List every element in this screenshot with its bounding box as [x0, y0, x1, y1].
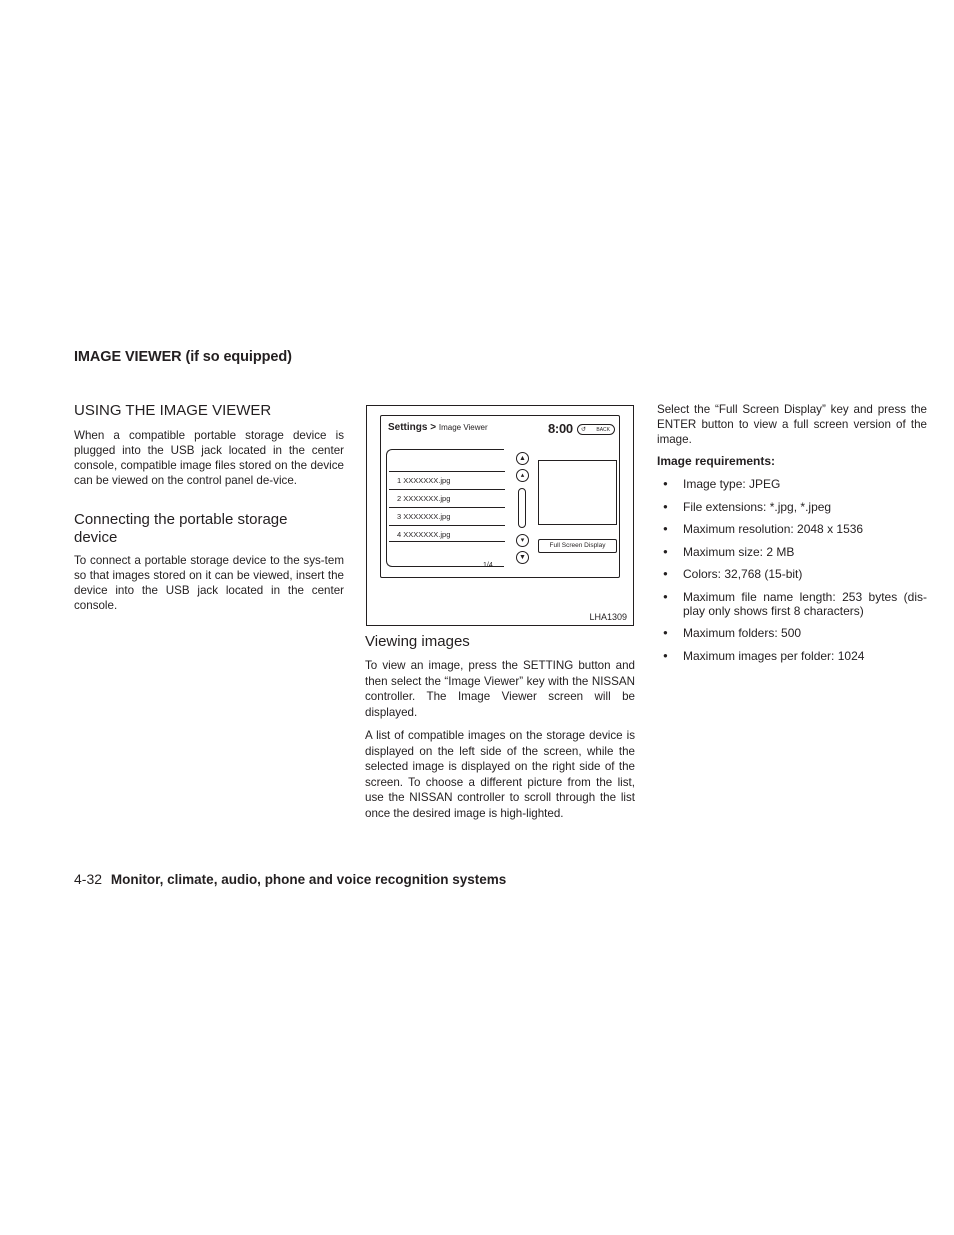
screen-breadcrumb	[388, 422, 488, 433]
scroll-top-icon: ▲	[516, 452, 529, 465]
page-footer	[74, 871, 506, 887]
scroll-down-icon: ▾	[516, 534, 529, 547]
file-list-item: 1 XXXXXXX.jpg	[389, 471, 505, 488]
back-arrow-icon: ↺	[581, 427, 587, 433]
back-button	[577, 424, 615, 435]
heading-viewing-images: Viewing images	[365, 633, 470, 650]
screen-illustration	[380, 415, 620, 578]
viewing-paragraph-2: A list of compatible images on the storage device is displayed on the left side of the screen, while the selected image is displayed on the right side of the screen. To choose a different picture from the list, use the NISSAN controller to scroll through the list once the desired image is high-lighted.	[365, 729, 635, 820]
requirement-item: ● Maximum resolution: 2048 x 1536	[657, 522, 927, 536]
requirements-heading: Image requirements:	[657, 454, 776, 468]
back-label: BACK	[596, 427, 610, 433]
page-indicator: 1/4	[483, 562, 493, 569]
requirement-item: ● Maximum folders: 500	[657, 626, 927, 640]
intro-paragraph: When a compatible portable storage device is plugged into the USB jack located in the center console, compatible image files stored on the device can be viewed on the control panel de-vice.	[74, 429, 344, 487]
viewing-paragraph-1: To view an image, press the SETTING button and then select the “Image Viewer” key with the NISSAN controller. The Image Viewer screen will be displayed.	[365, 659, 635, 719]
breadcrumb-image-viewer: Image Viewer	[438, 423, 488, 432]
requirement-item: ● Maximum size: 2 MB	[657, 545, 927, 559]
file-list-item: 4 XXXXXXX.jpg	[389, 525, 505, 542]
full-screen-paragraph: Select the “Full Screen Display” key and press the ENTER button to view a full screen version of the image.	[657, 403, 927, 446]
requirement-item: ● Colors: 32,768 (15-bit)	[657, 567, 927, 581]
requirement-item: ● Maximum file name length: 253 bytes (dis-play only shows first 8 characters)	[657, 590, 927, 618]
file-list-item: 2 XXXXXXX.jpg	[389, 489, 505, 506]
requirement-item: ● File extensions: *.jpg, *.jpeg	[657, 500, 927, 514]
image-preview	[538, 460, 617, 525]
full-screen-display-button: Full Screen Display	[538, 539, 617, 553]
page-number: 4-32	[74, 871, 103, 887]
clock-display: 8:00	[548, 421, 573, 436]
section-title: IMAGE VIEWER (if so equipped)	[74, 349, 292, 365]
heading-connecting-device: Connecting the portable storage device	[74, 511, 288, 546]
image-viewer-figure	[366, 405, 634, 626]
requirement-item: ● Image type: JPEG	[657, 477, 927, 491]
heading-using-image-viewer: USING THE IMAGE VIEWER	[74, 402, 272, 419]
scrollbar	[518, 488, 526, 528]
requirement-item: ● Maximum images per folder: 1024	[657, 649, 927, 663]
breadcrumb-settings: Settings >	[388, 422, 437, 433]
scroll-up-icon: ▴	[516, 469, 529, 482]
scroll-bottom-icon: ▼	[516, 551, 529, 564]
figure-id: LHA1309	[589, 612, 627, 622]
file-list-item: 3 XXXXXXX.jpg	[389, 507, 505, 524]
connect-paragraph: To connect a portable storage device to the sys-tem so that images stored on it can be viewed, insert the device into the USB jack located in the center console.	[74, 554, 344, 612]
requirements-list	[657, 477, 927, 671]
chapter-title: Monitor, climate, audio, phone and voice recognition systems	[110, 872, 507, 887]
